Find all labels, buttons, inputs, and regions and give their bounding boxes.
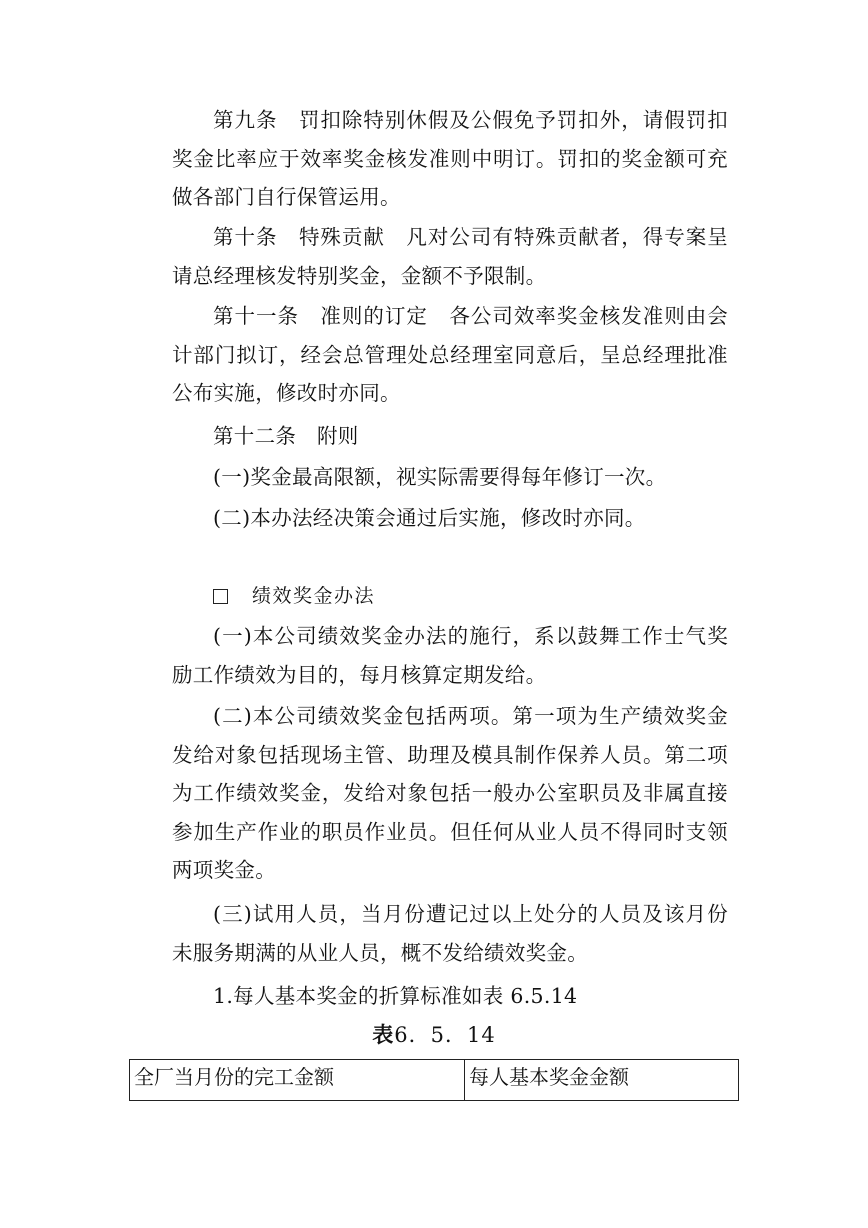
article-10: 第十条 特殊贡献 凡对公司有特殊贡献者，得专案呈请总经理核发特别奖金，金额不予限制。 bbox=[172, 225, 728, 288]
table-title bbox=[0, 1020, 868, 1050]
section-title: 绩效奖金办法 bbox=[252, 585, 376, 607]
table-header-cell: 全厂当月份的完工金额 bbox=[130, 1060, 465, 1101]
bonus-table bbox=[129, 1059, 739, 1101]
table-header-cell: 每人基本奖金金额 bbox=[465, 1060, 739, 1101]
section-item-2: (二)本公司绩效奖金包括两项。第一项为生产绩效奖金发给对象包括现场主管、助理及模具制作保养人员。第二项为工作绩效奖金，发给对象包括一般办公室职员及非属直接参加生产作业的职员作业员。但任何从业人员不得同时支领两项奖金。 bbox=[172, 704, 728, 882]
checkbox-icon bbox=[213, 589, 228, 604]
section-item-1: (一)本公司绩效奖金办法的施行，系以鼓舞工作士气奖励工作绩效为目的，每月核算定期发给。 bbox=[172, 624, 728, 687]
section-heading bbox=[213, 581, 375, 611]
section-item-3: (三)试用人员，当月份遭记过以上处分的人员及该月份未服务期满的从业人员，概不发给绩效奖金。 bbox=[172, 902, 728, 965]
table-title-prefix: 表 bbox=[372, 1022, 395, 1047]
article-12-title: 第十二条 附则 bbox=[213, 424, 359, 448]
section-sub-1: 1.每人基本奖金的折算标准如表 6.5.14 bbox=[213, 984, 578, 1008]
table-header-row bbox=[130, 1060, 739, 1101]
article-9: 第九条 罚扣除特别休假及公假免予罚扣外，请假罚扣奖金比率应于效率奖金核发准则中明订。罚扣的奖金额可充做各部门自行保管运用。 bbox=[172, 108, 728, 209]
article-12-item-1: (一)奖金最高限额，视实际需要得每年修订一次。 bbox=[213, 465, 667, 489]
table-title-number: 6．5．14 bbox=[394, 1023, 496, 1047]
article-11: 第十一条 准则的订定 各公司效率奖金核发准则由会计部门拟订，经会总管理处总经理室同意后，呈总经理批准公布实施，修改时亦同。 bbox=[172, 304, 728, 405]
article-12-item-2: (二)本办法经决策会通过后实施，修改时亦同。 bbox=[213, 506, 646, 530]
